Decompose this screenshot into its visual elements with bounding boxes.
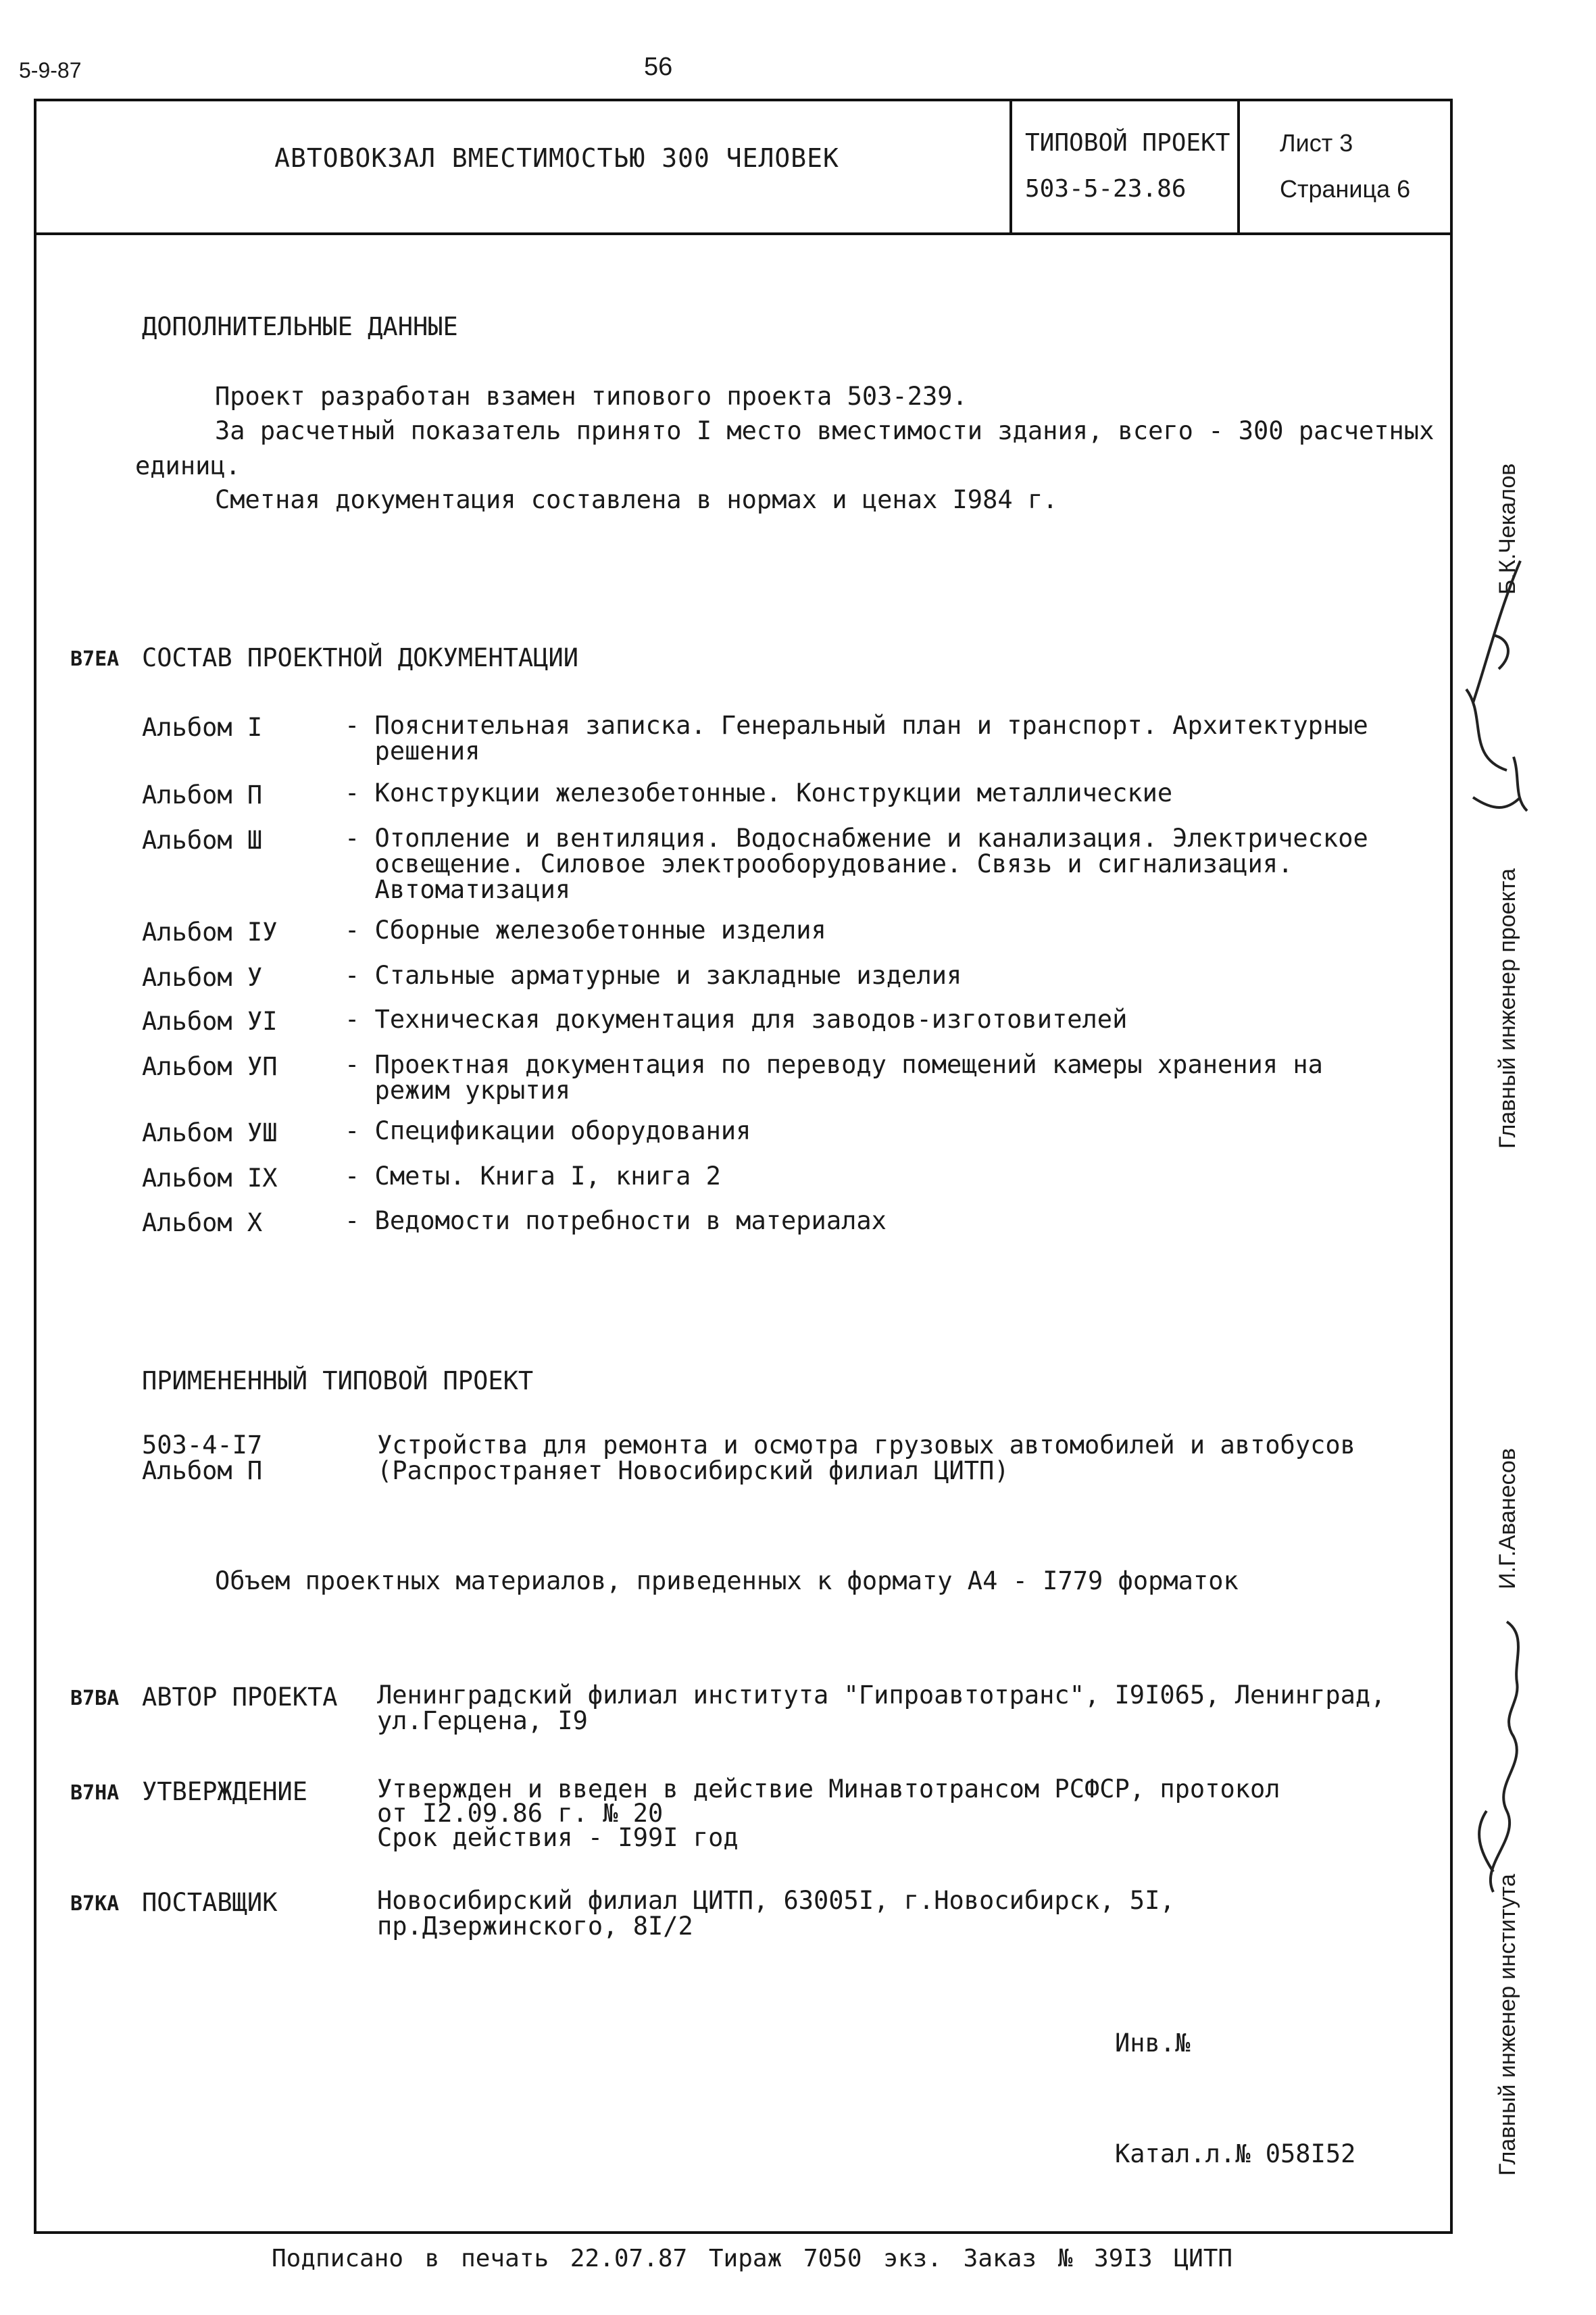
album-label: Альбом У xyxy=(142,963,263,992)
album-description: - Отопление и вентиляция. Водоснабжение и канализация. Электрическое освещение. Силовое электрооборудование. Связь и сигнализация. Автоматизация xyxy=(345,824,1368,904)
applied-code: 503-4-I7 xyxy=(142,1430,263,1460)
album-description: - Техническая документация для заводов-изготовителей xyxy=(345,1005,1128,1034)
album-label: Альбом Ш xyxy=(142,826,263,855)
project-block xyxy=(1025,120,1230,212)
inventory-number: Инв.№ xyxy=(1115,2028,1191,2058)
album-label: Альбом I xyxy=(142,713,263,742)
additional-line: Проект разработан взамен типового проекта 503-239. xyxy=(215,382,968,411)
album-label: Альбом IX xyxy=(142,1164,278,1193)
applied-description: Устройства для ремонта и осмотра грузовых автомобилей и автобусов xyxy=(377,1430,1355,1460)
author-label: АВТОР ПРОЕКТА xyxy=(142,1683,338,1712)
album-description: - Пояснительная записка. Генеральный план и транспорт. Архитектурные решения xyxy=(345,711,1368,766)
applied-heading: ПРИМЕНЕННЫЙ ТИПОВОЙ ПРОЕКТ xyxy=(142,1366,534,1395)
chief-engineer-institute-name: И.Г.Аванесов xyxy=(1495,1448,1520,1589)
approval-text: от I2.09.86 г. № 20 xyxy=(377,1799,664,1828)
signature-chekalov xyxy=(1446,554,1568,838)
print-footer: Подписано в печать 22.07.87 Тираж 7050 экз. Заказ № 39I3 ЦИТП xyxy=(272,2245,1233,2272)
chief-engineer-project-role: Главный инженер проекта xyxy=(1495,868,1520,1149)
applied-description: (Распространяет Новосибирский филиал ЦИТП) xyxy=(377,1456,1009,1485)
album-label: Альбом П xyxy=(142,780,263,810)
approval-label: УТВЕРЖДЕНИЕ xyxy=(142,1777,308,1806)
project-number: 503-5-23.86 xyxy=(1025,175,1187,203)
section-code: В7ЕА xyxy=(70,647,120,671)
section-code: В7КА xyxy=(70,1892,120,1916)
album-label: Альбом IУ xyxy=(142,918,278,947)
author-text: ул.Герцена, I9 xyxy=(377,1706,588,1735)
album-label: Альбом УШ xyxy=(142,1118,278,1147)
chief-engineer-project-name: Б.К.Чекалов xyxy=(1495,463,1520,595)
chief-engineer-institute-role: Главный инженер института xyxy=(1495,1874,1520,2176)
page-label: Страница 6 xyxy=(1280,175,1411,203)
additional-line: единиц. xyxy=(135,451,241,480)
section-code: В7ВА xyxy=(70,1687,120,1710)
sheet-block xyxy=(1280,120,1410,212)
divider xyxy=(1237,101,1240,232)
album-label: Альбом X xyxy=(142,1208,263,1237)
album-description: - Спецификации оборудования xyxy=(345,1116,751,1145)
approval-text: Срок действия - I99I год xyxy=(377,1823,739,1852)
title-block xyxy=(36,101,1450,235)
section-code: В7НА xyxy=(70,1781,120,1805)
additional-line: За расчетный показатель принято I место вместимости здания, всего - 300 расчетных xyxy=(215,416,1435,445)
sheet-label: Лист 3 xyxy=(1280,129,1353,157)
approval-text: Утвержден и введен в действие Минавтотрансом РСФСР, протокол xyxy=(377,1774,1280,1803)
page-code: 5-9-87 xyxy=(19,58,82,82)
volume-note: Объем проектных материалов, приведенных к формату А4 - I779 форматок xyxy=(215,1566,1239,1595)
supplier-text: пр.Дзержинского, 8I/2 xyxy=(377,1912,693,1941)
catalog-number: Катал.л.№ 058I52 xyxy=(1115,2139,1356,2168)
album-label: Альбом УI xyxy=(142,1007,278,1036)
composition-heading: СОСТАВ ПРОЕКТНОЙ ДОКУМЕНТАЦИИ xyxy=(142,643,579,672)
signature-avanesov xyxy=(1453,1608,1554,1919)
additional-line: Сметная документация составлена в нормах и ценах I984 г. xyxy=(215,485,1058,514)
album-description: - Проектная документация по переводу помещений камеры хранения на режим укрытия xyxy=(345,1050,1323,1105)
album-description: - Конструкции железобетонные. Конструкции металлические xyxy=(345,778,1173,807)
divider xyxy=(1009,101,1012,232)
album-description: - Ведомости потребности в материалах xyxy=(345,1206,887,1235)
album-description: - Сметы. Книга I, книга 2 xyxy=(345,1162,721,1191)
album-label: Альбом УП xyxy=(142,1052,278,1081)
document-title: АВТОВОКЗАЛ ВМЕСТИМОСТЬЮ 300 ЧЕЛОВЕК xyxy=(274,143,839,173)
page-number: 56 xyxy=(644,53,673,81)
applied-album: Альбом П xyxy=(142,1456,263,1485)
supplier-label: ПОСТАВЩИК xyxy=(142,1888,278,1917)
album-description: - Сборные железобетонные изделия xyxy=(345,916,826,945)
supplier-text: Новосибирский филиал ЦИТП, 63005I, г.Новосибирск, 5I, xyxy=(377,1886,1175,1915)
additional-heading: ДОПОЛНИТЕЛЬНЫЕ ДАННЫЕ xyxy=(142,312,458,341)
author-text: Ленинградский филиал института "Гипроавтотранс", I9I065, Ленинград, xyxy=(377,1681,1386,1710)
album-description: - Стальные арматурные и закладные изделия xyxy=(345,961,962,990)
project-type: ТИПОВОЙ ПРОЕКТ xyxy=(1025,129,1230,157)
